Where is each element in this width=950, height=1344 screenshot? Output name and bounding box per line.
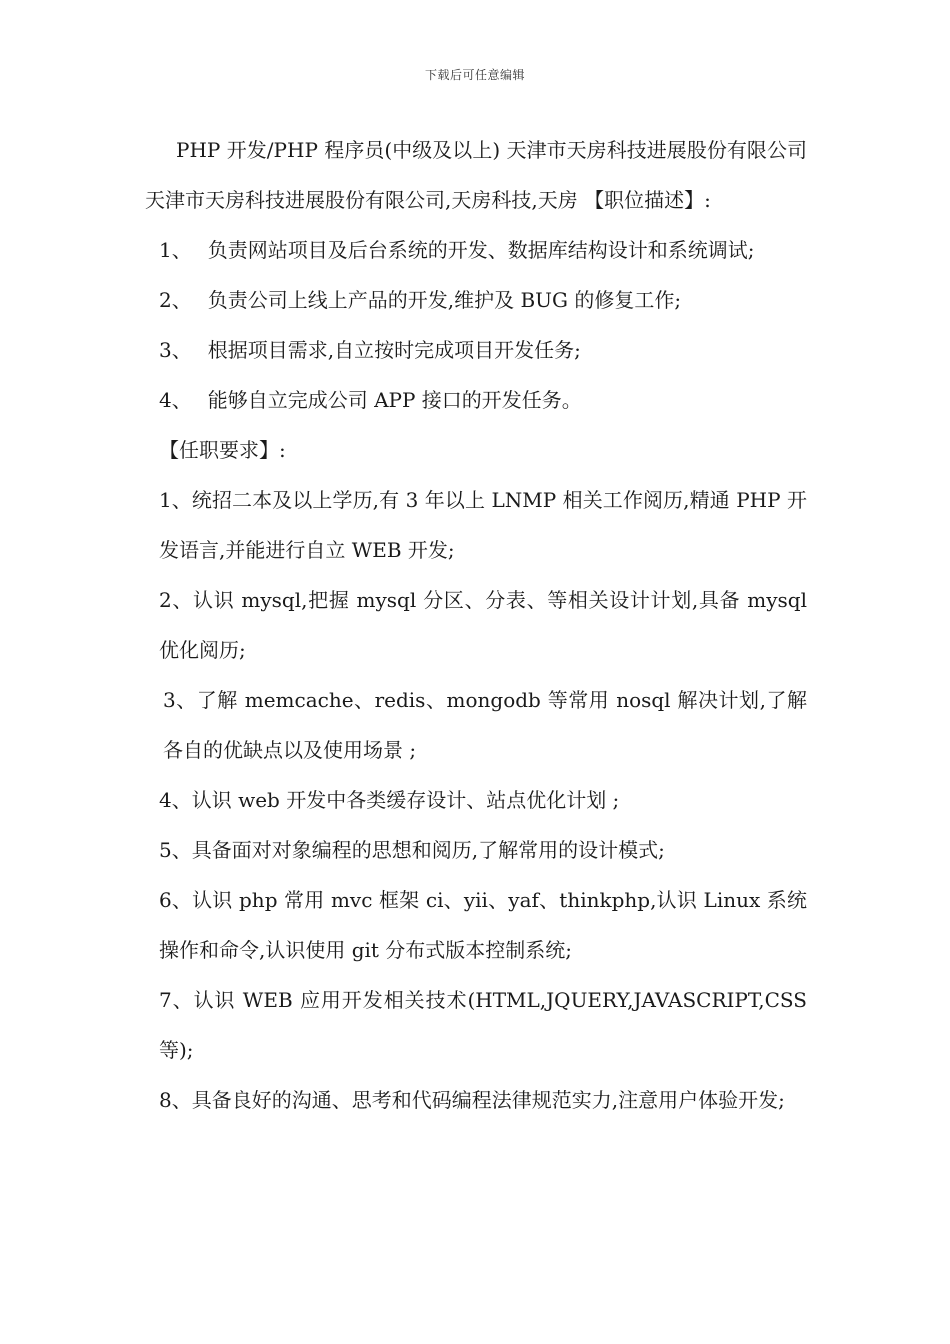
requirement-item-7: 7、认识 WEB 应用开发相关技术(HTML,JQUERY,JAVASCRIPT,CSS 等);: [159, 988, 807, 1062]
duty-number: 2、: [159, 288, 192, 312]
duty-number: 4、: [159, 388, 192, 412]
duty-text: 负责网站项目及后台系统的开发、数据库结构设计和系统调试;: [207, 238, 755, 262]
duty-item-2: [145, 275, 807, 325]
duty-number: 1、: [159, 238, 192, 262]
duty-text: 根据项目需求,自立按时完成项目开发任务;: [207, 338, 581, 362]
requirement-item-4: 4、认识 web 开发中各类缓存设计、站点优化计划 ;: [159, 788, 620, 812]
duty-item-3: [145, 325, 807, 375]
requirement-item-6: 6、认识 php 常用 mvc 框架 ci、yii、yaf、thinkphp,认识 Linux 系统操作和命令,认识使用 git 分布式版本控制系统;: [159, 888, 807, 962]
requirement-item-3: 3、了解 memcache、redis、mongodb 等常用 nosql 解决计划,了解各自的优缺点以及使用场景 ;: [163, 688, 807, 762]
duty-number: 3、: [159, 338, 192, 362]
duty-item-1: [145, 225, 807, 275]
requirement-item-1: 1、统招二本及以上学历,有 3 年以上 LNMP 相关工作阅历,精通 PHP 开发语言,并能进行自立 WEB 开发;: [159, 488, 807, 562]
requirements-heading: 【任职要求】:: [159, 438, 286, 462]
requirement-item-5: 5、具备面对对象编程的思想和阅历,了解常用的设计模式;: [159, 838, 665, 862]
duty-item-4: [145, 375, 807, 425]
requirement-item-8: 8、具备良好的沟通、思考和代码编程法律规范实力,注意用户体验开发;: [159, 1088, 785, 1112]
document-body: [145, 125, 807, 1125]
header-note: 下载后可任意编辑: [424, 68, 525, 82]
duty-text: 能够自立完成公司 APP 接口的开发任务。: [207, 388, 582, 412]
requirement-item-2: 2、认识 mysql,把握 mysql 分区、分表、等相关设计计划,具备 mysql 优化阅历;: [159, 588, 807, 662]
intro-paragraph: PHP 开发/PHP 程序员(中级及以上) 天津市天房科技进展股份有限公司 天津市天房科技进展股份有限公司,天房科技,天房 【职位描述】:: [145, 138, 807, 212]
duty-text: 负责公司上线上产品的开发,维护及 BUG 的修复工作;: [207, 288, 682, 312]
